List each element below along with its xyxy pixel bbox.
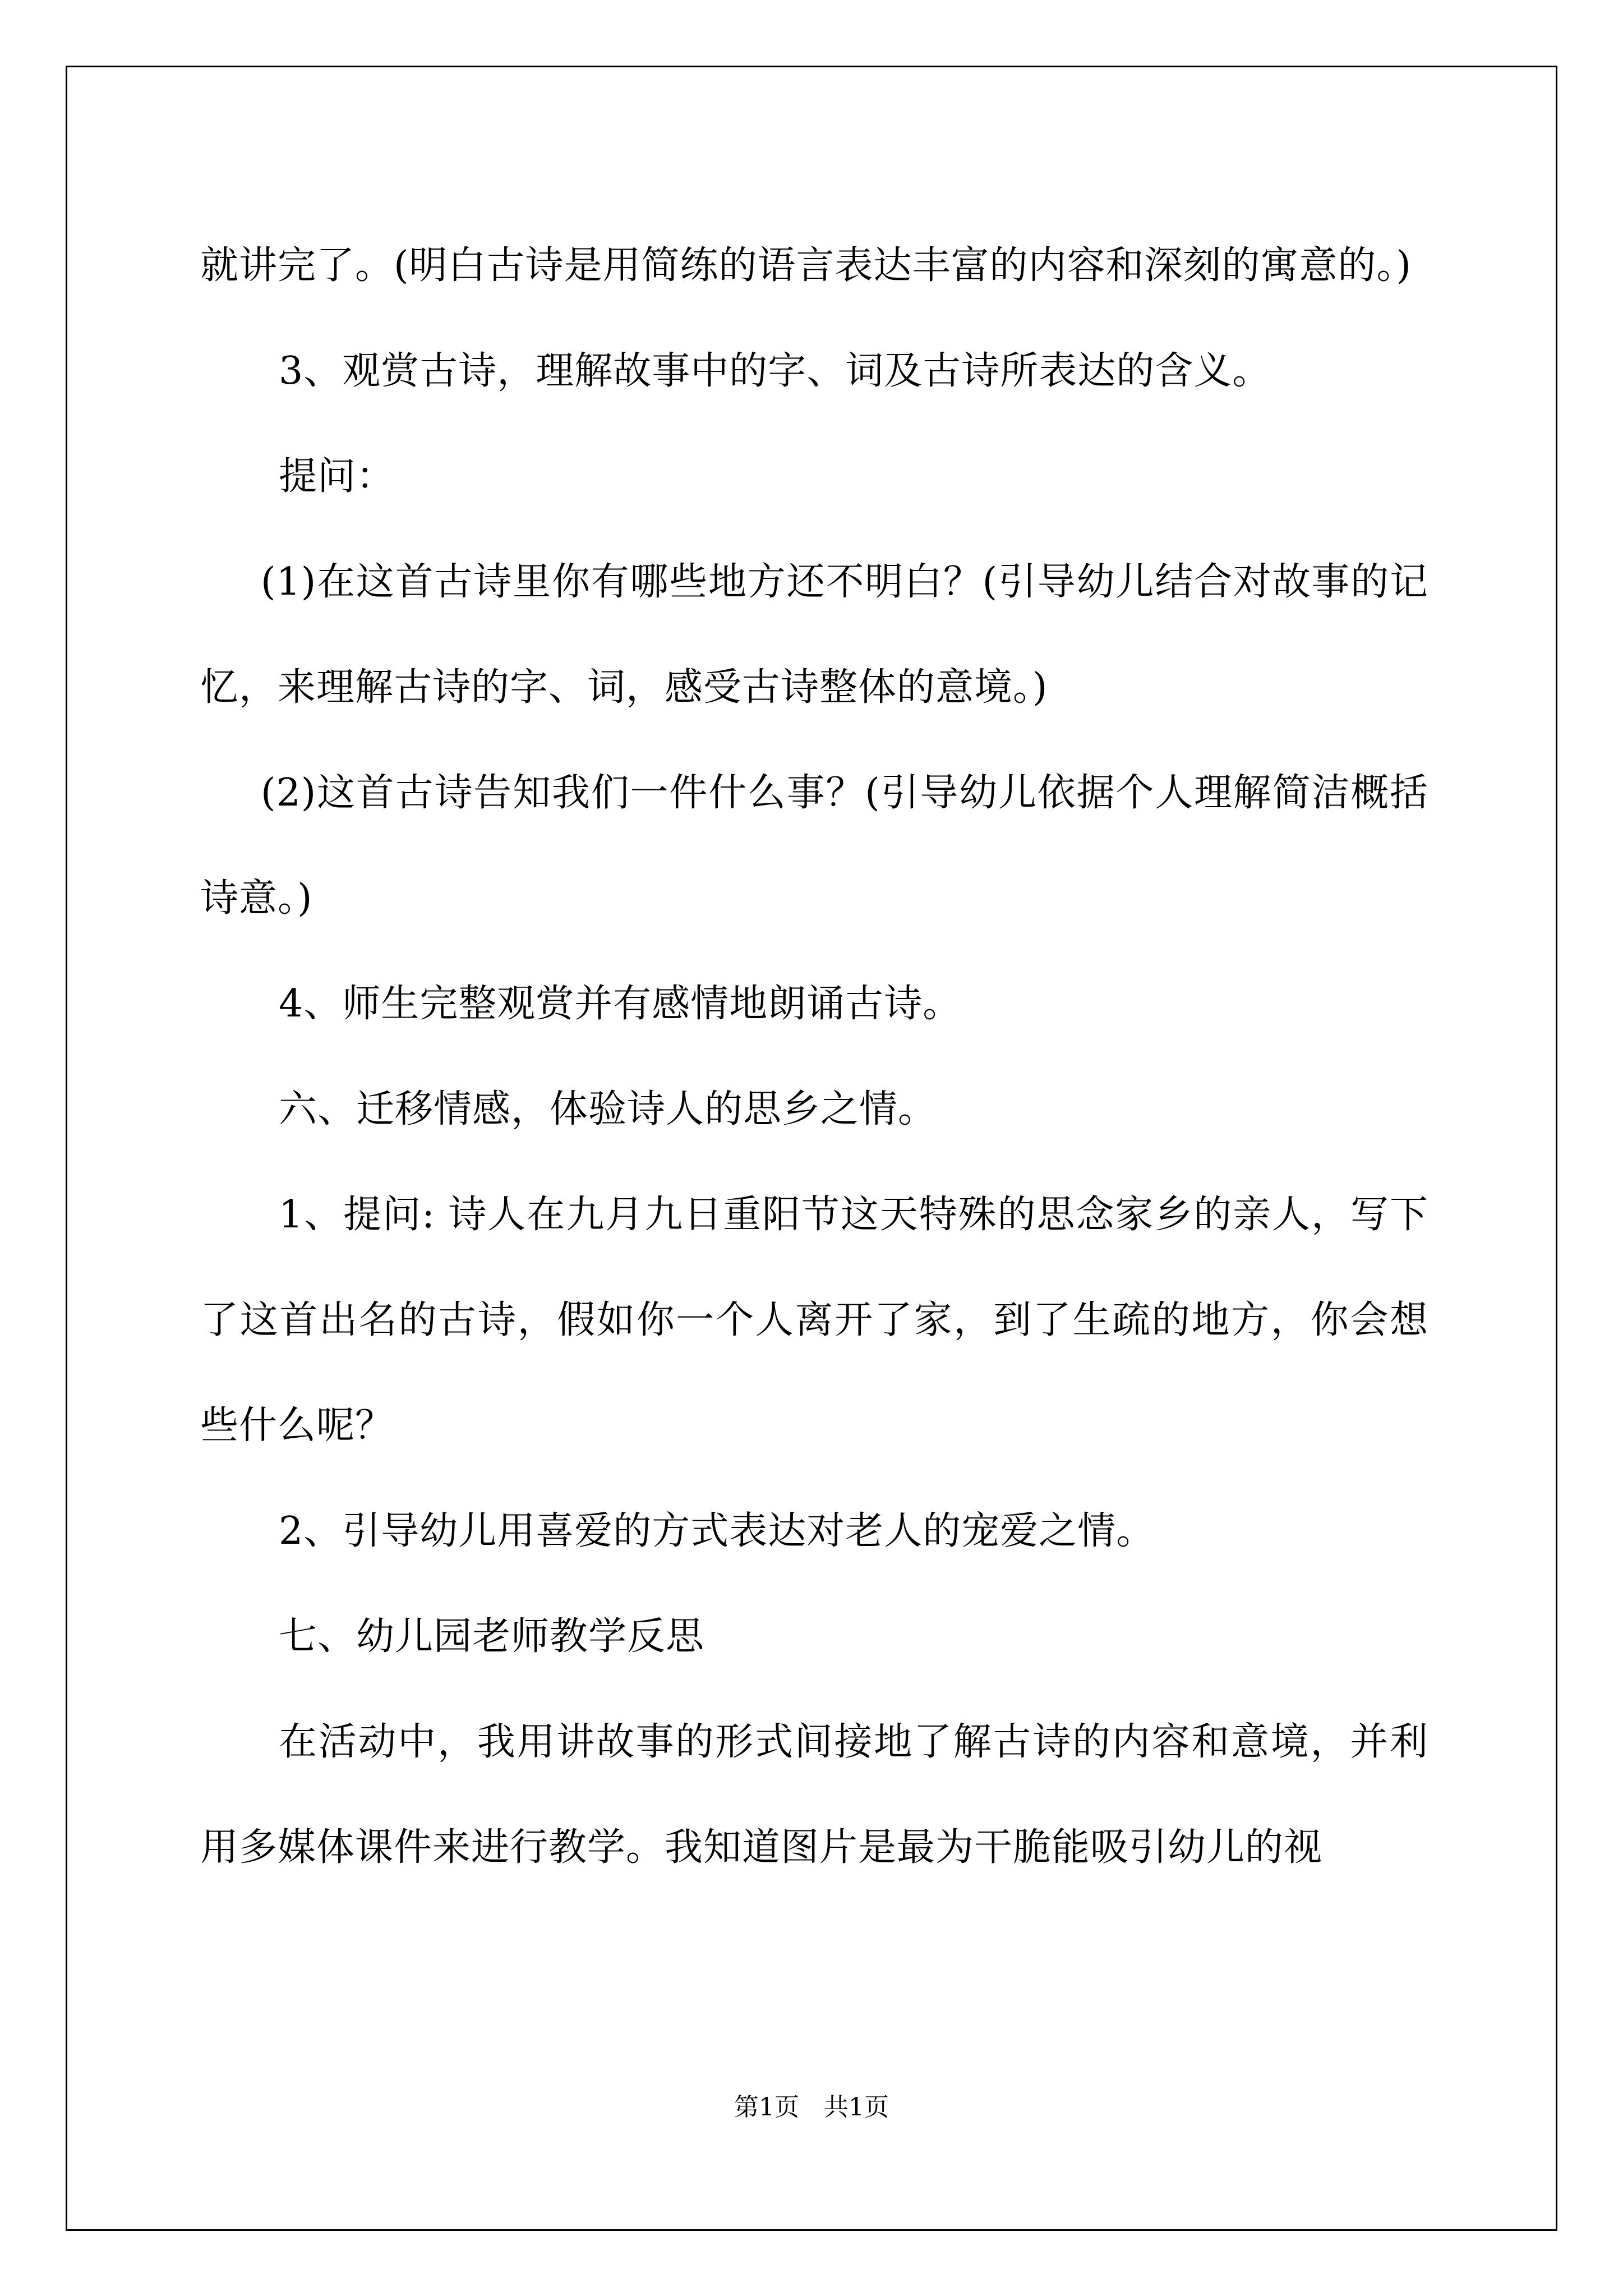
paragraph-2: 3、观赏古诗，理解故事中的字、词及古诗所表达的含义。 — [279, 349, 1271, 393]
paragraph-3: 提问： — [279, 454, 395, 499]
paragraph-11: 在活动中，我用讲故事的形式间接地了解古诗的内容和意境，并利用多媒体课件来进行教学。我知道图片是最为干脆能吸引幼儿的视 — [200, 1720, 1428, 1870]
paragraph-10: 七、幼儿园老师教学反思 — [279, 1614, 705, 1659]
document-body — [200, 213, 1428, 1901]
paragraph-1: 就讲完了。(明白古诗是用简练的语言表达丰富的内容和深刻的寓意的。) — [200, 243, 1412, 288]
paragraph-8: 1、提问: 诗人在九月九日重阳节这天特殊的思念家乡的亲人，写下了这首出名的古诗，假如你一个人离开了家，到了生疏的地方，你会想些什么呢？ — [200, 1193, 1428, 1448]
paragraph-5: (2)这首古诗告知我们一件什么事？(引导幼儿依据个人理解简洁概括诗意。) — [200, 771, 1428, 921]
paragraph-6: 4、师生完整观赏并有感情地朗诵古诗。 — [279, 982, 962, 1026]
paragraph-9: 2、引导幼儿用喜爱的方式表达对老人的宠爱之情。 — [279, 1509, 1155, 1553]
paragraph-4: (1)在这首古诗里你有哪些地方还不明白？(引导幼儿结合对故事的记忆，来理解古诗的字、词，感受古诗整体的意境。) — [200, 560, 1428, 710]
page-footer: 第1页 共1页 — [734, 2093, 889, 2122]
paragraph-7: 六、迁移情感，体验诗人的思乡之情。 — [279, 1087, 937, 1131]
